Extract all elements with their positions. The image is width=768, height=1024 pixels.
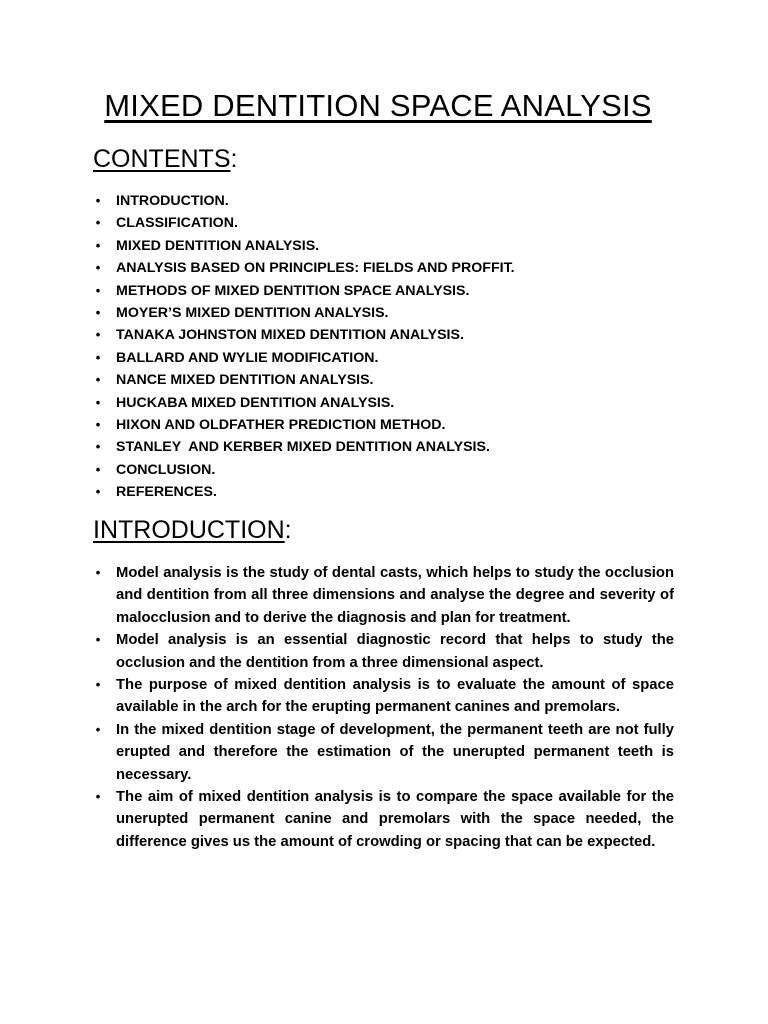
bullet-icon: • <box>95 193 101 208</box>
contents-item-text: HUCKABA MIXED DENTITION ANALYSIS. <box>116 394 395 411</box>
introduction-paragraph <box>0 562 674 629</box>
introduction-heading-text: INTRODUCTION <box>93 516 285 544</box>
contents-item-text: METHODS OF MIXED DENTITION SPACE ANALYSIS. <box>116 282 470 299</box>
contents-item <box>0 347 515 369</box>
bullet-icon: • <box>95 282 101 298</box>
contents-item <box>0 459 515 481</box>
contents-item-text: REFERENCES. <box>116 484 217 501</box>
bullet-icon: • <box>95 461 101 477</box>
contents-heading-text: CONTENTS <box>93 145 231 173</box>
bullet-icon: • <box>95 304 101 320</box>
contents-item-text: NANCE MIXED DENTITION ANALYSIS. <box>116 372 374 389</box>
contents-item <box>0 392 515 414</box>
bullet-icon: • <box>95 260 101 276</box>
contents-item <box>0 212 515 234</box>
introduction-paragraph-text: The aim of mixed dentition analysis is to compare the space available for the unerupted permanent canine and premolars with the space needed, the difference gives us the amount of crowding or spacing that can be expected. <box>116 789 674 850</box>
contents-item-text: HIXON AND OLDFATHER PREDICTION METHOD. <box>116 416 446 433</box>
contents-item-text: INTRODUCTION. <box>116 193 229 209</box>
contents-item-text: BALLARD AND WYLIE MODIFICATION. <box>116 349 379 366</box>
bullet-icon: • <box>95 439 101 455</box>
contents-item-text: MIXED DENTITION ANALYSIS. <box>116 237 320 254</box>
contents-heading-colon: : <box>230 145 238 173</box>
introduction-paragraph <box>0 674 674 719</box>
bullet-icon: • <box>95 327 101 343</box>
introduction-paragraph-text: Model analysis is the study of dental casts, which helps to study the occlusion and dentition from all three dimensions and analyse the degree and severity of malocclusion and to derive the diagnosis and plan for treatment. <box>116 565 674 626</box>
contents-item <box>0 436 515 458</box>
introduction-paragraph <box>0 629 674 674</box>
bullet-icon: • <box>95 789 101 805</box>
contents-item <box>0 414 515 436</box>
contents-item-text: CLASSIFICATION. <box>116 215 238 232</box>
introduction-paragraph <box>0 719 674 786</box>
bullet-icon: • <box>95 237 101 253</box>
bullet-icon: • <box>95 215 101 231</box>
bullet-icon: • <box>95 484 101 500</box>
bullet-icon: • <box>95 349 101 365</box>
contents-item <box>0 235 515 257</box>
contents-item-text: ANALYSIS BASED ON PRINCIPLES: FIELDS AND PROFFIT. <box>116 260 515 277</box>
bullet-icon: • <box>95 372 101 388</box>
introduction-paragraph-text: The purpose of mixed dentition analysis is to evaluate the amount of space available in the arch for the erupting permanent canines and premolars. <box>116 677 674 716</box>
bullet-icon: • <box>95 565 101 580</box>
contents-item-text: CONCLUSION. <box>116 461 216 478</box>
bullet-icon: • <box>95 394 101 410</box>
contents-item-text: STANLEY AND KERBER MIXED DENTITION ANALYSIS. <box>116 439 490 456</box>
introduction-list <box>0 562 674 853</box>
contents-item <box>0 369 515 391</box>
contents-item <box>0 280 515 302</box>
introduction-heading-colon: : <box>284 516 292 544</box>
contents-heading <box>93 145 237 174</box>
contents-item-text: MOYER’S MIXED DENTITION ANALYSIS. <box>116 304 389 321</box>
contents-item <box>0 190 515 212</box>
bullet-icon: • <box>95 677 101 693</box>
contents-item-text: TANAKA JOHNSTON MIXED DENTITION ANALYSIS. <box>116 327 464 344</box>
introduction-paragraph-text: Model analysis is an essential diagnostic record that helps to study the occlusion and the dentition from a three dimensional aspect. <box>116 632 674 671</box>
introduction-paragraph-text: In the mixed dentition stage of development, the permanent teeth are not fully erupted and therefore the estimation of the unerupted permanent teeth is necessary. <box>116 721 674 783</box>
contents-item <box>0 302 515 324</box>
document-title: MIXED DENTITION SPACE ANALYSIS <box>104 88 652 123</box>
introduction-heading <box>93 516 292 545</box>
introduction-paragraph <box>0 786 674 853</box>
contents-item <box>0 257 515 279</box>
contents-item <box>0 324 515 346</box>
bullet-icon: • <box>95 721 101 737</box>
bullet-icon: • <box>95 416 101 432</box>
contents-list <box>0 190 515 503</box>
contents-item <box>0 481 515 503</box>
bullet-icon: • <box>95 632 101 648</box>
